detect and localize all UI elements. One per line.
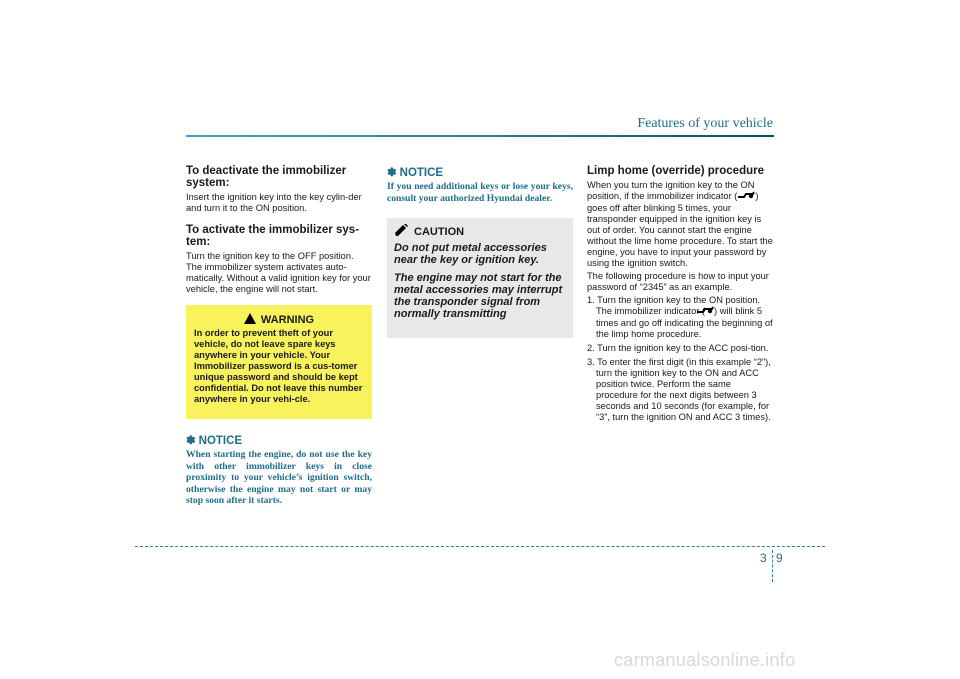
caution-box — [387, 218, 573, 338]
step-2: 2. Turn the ignition key to the ACC posi-tion. — [587, 343, 769, 353]
deactivate-text: Insert the ignition key into the key cylin-der and turn it to the ON position. — [186, 192, 362, 213]
step1-pre: 1. Turn the ignition key to the ON position. The immobilizer indicator ( — [587, 295, 761, 316]
limp-home-para-2: The following procedure is how to input your password of “2345” as an example. — [587, 271, 769, 292]
activate-text: Turn the ignition key to the OFF position. The immobilizer system activates auto-matically. Without a valid ignition key for your vehicle, the engine will not start. — [186, 251, 371, 294]
immobilizer-key-icon — [737, 191, 755, 203]
caution-text-1: Do not put metal accessories near the key or ignition key. — [394, 242, 547, 266]
warning-box — [186, 305, 372, 419]
immobilizer-key-icon — [705, 306, 714, 318]
warning-triangle-icon — [244, 313, 256, 324]
column-1 — [186, 165, 372, 507]
notice-title-1 — [186, 433, 372, 447]
header-rule — [186, 135, 774, 137]
footer-rule — [135, 546, 825, 547]
watermark: carmanualsonline.info — [614, 650, 796, 670]
header-title: Features of your vehicle — [637, 116, 773, 131]
warning-title-text: WARNING — [260, 314, 315, 326]
caution-title-text: CAUTION — [414, 226, 465, 238]
notice-title-1-text: NOTICE — [198, 435, 243, 447]
page-number-divider — [772, 550, 773, 582]
notice-title-2-text: NOTICE — [399, 167, 444, 179]
notice-star-icon: ✽ — [387, 167, 397, 179]
notice-star-icon: ✽ — [186, 435, 196, 447]
notice-text-2: If you need additional keys or lose your keys, consult your authorized Hyundai dealer. — [387, 181, 573, 204]
notice-text-1: When starting the engine, do not use the key with other immobilizer keys in close proximity to your vehicle’s ignition switch, otherwise the engine may not start or may stop soon after it starts. — [186, 449, 372, 506]
caution-title — [394, 224, 567, 240]
para1-post: ) goes off after blinking 5 times, your transponder equipped in the ignition key is out of order. You cannot start the engine without the lime home procedure. To start the engine, you have to input your password by using the ignition switch. — [587, 191, 773, 268]
page-number: 9 — [776, 551, 783, 565]
warning-text: In order to prevent theft of your vehicle, do not leave spare keys anywhere in your vehicle. Your Immobilizer password is a cus-tomer unique password and should be kept confidential. Do not leave this number anywhere in your vehi-cle. — [194, 328, 363, 404]
step1-post: ) will blink 5 times and go off indicating the beginning of the limp home procedure. — [596, 306, 773, 339]
warning-title — [194, 313, 364, 326]
deactivate-heading: To deactivate the immobilizer system: — [186, 165, 347, 189]
limp-home-heading: Limp home (override) procedure — [587, 165, 765, 177]
step-1 — [587, 295, 773, 340]
chapter-number: 3 — [760, 551, 767, 565]
activate-heading: To activate the immobilizer sys-tem: — [186, 224, 359, 248]
caution-pencil-icon — [394, 224, 410, 240]
column-2 — [387, 165, 573, 338]
caution-text-2: The engine may not start for the metal accessories may interrupt the transponder signal from normally transmitting — [394, 272, 563, 320]
para1-pre: When you turn the ignition key to the ON position, if the immobilizer indicator ( — [587, 180, 755, 201]
limp-home-para-1 — [587, 180, 773, 269]
step-3: 3. To enter the first digit (in this example “2”), turn the ignition key to the ON and ACC position twice. Perform the same procedure for the next digits between 3 seconds and 10 seconds (for example, for “3”, turn the ignition ON and ACC 3 times). — [587, 357, 771, 422]
notice-title-2 — [387, 165, 573, 179]
column-3 — [587, 165, 773, 426]
